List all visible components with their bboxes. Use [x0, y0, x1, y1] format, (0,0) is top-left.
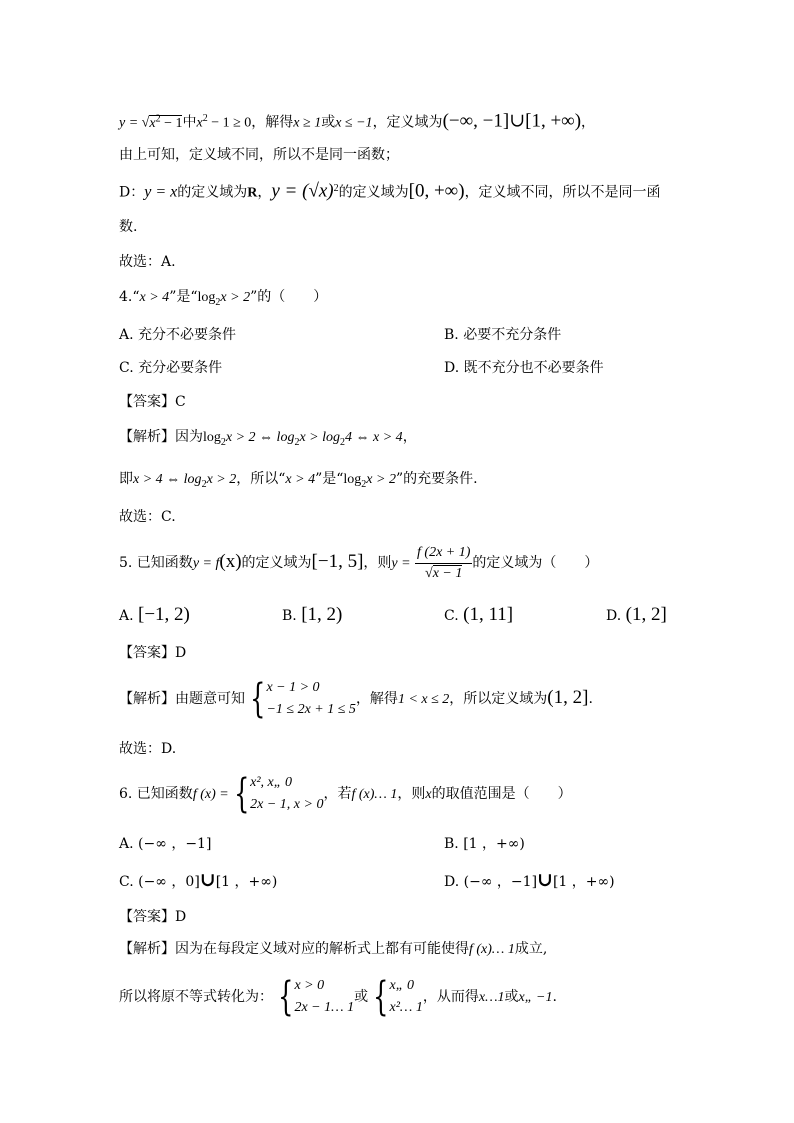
text-zhong: 中 — [182, 114, 197, 131]
q5-option-d-label: D. — [606, 608, 622, 624]
math-ineq: − 1 ≥ 0 — [207, 115, 252, 131]
text-is: ”是“ — [169, 289, 198, 305]
text-then: ，则 — [363, 555, 392, 571]
text-domain-is: ，定义域为 — [372, 114, 443, 131]
sqrt-tail: − 1 — [160, 115, 183, 131]
text-solve: ，解得 — [251, 114, 294, 131]
text-domain-is-2: 的定义域为 — [338, 184, 409, 201]
math-interval-0-inf: [0, +∞) — [408, 180, 465, 202]
text-domain-is: 的定义域为 — [177, 184, 248, 201]
q5-option-b — [282, 606, 342, 625]
math-y-eq-f: y = f — [192, 556, 220, 571]
math-x-gt-4: x > 4 — [285, 472, 316, 487]
text-or: 或 — [321, 114, 336, 131]
math-f-of-x: f (x) = — [192, 787, 229, 802]
piece-2: 2x − 1, x > 0 — [250, 797, 324, 812]
text-period: . — [588, 691, 593, 707]
left-brace: { — [278, 974, 294, 1020]
question-4-stem: 4.“x > 4”是“$\log_2x > 2$”的（ ） — [119, 289, 328, 308]
system-1-row-1: x > 0 — [294, 978, 325, 993]
text-solve: ，解得 — [355, 691, 398, 707]
fraction-numerator: f (2x + 1) — [415, 543, 472, 564]
q6-option-c-part1: C. (−∞ ，0] — [119, 874, 200, 890]
q5-choose: 故选：D. — [119, 741, 177, 757]
text-domain-of: 的定义域为（ ） — [472, 555, 599, 571]
left-brace: { — [373, 974, 389, 1020]
math-y: y = — [119, 115, 142, 131]
text-transform: 所以将原不等式转化为： — [119, 989, 273, 1005]
fraction — [415, 543, 472, 584]
math-range: 1 < x ≤ 2 — [397, 692, 450, 707]
q6-option-d-part2: [1 ，+∞) — [552, 874, 615, 890]
q6-option-c-part2: [1 ，+∞) — [215, 874, 278, 890]
text-or: 或 — [354, 989, 369, 1005]
solution-conclusion-c: 由上可知，定义域不同，所以不是同一函数； — [119, 147, 399, 163]
text-period: . — [552, 989, 557, 1005]
text-ie: 即 — [119, 471, 133, 487]
q6-option-d — [444, 871, 615, 891]
math-interval-2: [1, +∞) — [525, 110, 582, 132]
piecewise-function — [250, 772, 323, 816]
text-domain-is: 的定义域为 — [241, 555, 312, 571]
system-of-inequalities — [266, 677, 355, 721]
q6-explanation — [119, 940, 547, 959]
q6-option-b: B. [1 ，+∞) — [444, 836, 525, 852]
q4-option-a: A. 充分不必要条件 — [119, 327, 237, 343]
math-x-gt-2: x > 2 — [366, 472, 396, 487]
q6-option-d-part1: D. (−∞ ，−1] — [444, 874, 538, 890]
math-union: ∪ — [537, 869, 553, 891]
text-so: ，所以“ — [236, 471, 286, 487]
system-row-2: −1 ≤ 2x + 1 ≤ 5 — [266, 702, 356, 717]
system-1-row-2: 2x − 1… 1 — [294, 1000, 355, 1015]
system-2-row-1: x„ 0 — [389, 978, 415, 993]
math-x-ge-1: x ≥ 1 — [293, 115, 322, 131]
math-x: x — [196, 115, 203, 131]
text-from-problem: 【解析】由题意可知 — [119, 691, 245, 707]
math-x-gt-2: x > 2 — [220, 290, 251, 305]
q5-explanation — [119, 676, 593, 722]
math-interval-neg1-5: [−1, 5] — [311, 551, 364, 572]
q5-answer: 【答案】D — [119, 645, 187, 661]
math-union: ∪ — [509, 110, 526, 132]
q5-option-a-value: [−1, 2) — [138, 604, 190, 625]
q5-option-a — [119, 606, 190, 625]
math-paren-x: (x) — [219, 551, 242, 572]
math-x-le-neg1: x„ −1 — [518, 990, 553, 1005]
q5-option-b-label: B. — [282, 608, 297, 624]
q6-number: 6. 已知函数 — [119, 786, 193, 802]
q4-option-c: C. 充分必要条件 — [119, 360, 223, 376]
text-range-is: 的取值范围是（ ） — [431, 786, 572, 802]
q4-option-b: B. 必要不充分条件 — [444, 327, 562, 343]
q6-explanation-2 — [119, 974, 557, 1021]
math-union: ∪ — [199, 869, 216, 891]
math-x: x — [425, 787, 432, 802]
text-because: 【解析】因为在每段定义域对应的解析式上都有可能使得 — [119, 941, 469, 957]
q5-option-a-label: A. — [119, 608, 134, 624]
solution-line-d: D：y = x的定义域为R，$y = (√x)^2$的定义域为[0, +∞)，定义域不同，所以不是同一函 — [119, 180, 661, 202]
text-then: ，则 — [397, 786, 426, 802]
q6-answer: 【答案】D — [119, 909, 187, 925]
text-thus: ，从而得 — [422, 989, 479, 1005]
text-comma: ， — [581, 114, 596, 131]
math-x-gt-4: x > 4 — [139, 290, 170, 305]
system-row-1: x − 1 > 0 — [266, 680, 320, 695]
math-x-ge-1: x…1 — [478, 990, 505, 1005]
sqrt-expression: $√x^2 - 1$ — [141, 113, 183, 131]
text-or: 或 — [504, 989, 519, 1005]
text-necessary-sufficient: ”的充要条件. — [395, 471, 478, 487]
system-2-row-2: x²… 1 — [389, 1000, 423, 1015]
math-y-sqrtx-sq: y = (√x) — [271, 180, 334, 202]
q4-number: 4.“ — [119, 289, 140, 305]
q5-option-d — [606, 606, 667, 625]
math-log: log — [203, 430, 221, 445]
text-continuation: 数. — [119, 219, 138, 235]
math-interval-1-2: (1, 2] — [547, 687, 589, 708]
q4-option-d: D. 既不充分也不必要条件 — [444, 360, 604, 376]
system-1 — [294, 975, 354, 1019]
math-f-ge-1: f (x)… 1 — [351, 787, 398, 802]
math-equiv-2: x > log — [299, 430, 341, 445]
system-2 — [390, 975, 423, 1019]
fraction-den-body: x − 1 — [432, 565, 463, 581]
piece-1: x², x„ 0 — [250, 775, 293, 790]
text-if: ，若 — [323, 786, 352, 802]
math-f-ge-1: f (x)… 1 — [469, 942, 515, 957]
text-because: 【解析】因为 — [119, 429, 203, 445]
text-comma: ， — [257, 184, 272, 201]
math-R: R — [247, 185, 258, 201]
choose-answer-3: 故选：A. — [119, 254, 176, 270]
math-equiv-4: x > 4 ⇔ log — [133, 472, 202, 487]
q5-option-c — [444, 606, 513, 625]
math-y-eq: y = — [391, 556, 411, 571]
text-of: ”的（ ） — [250, 289, 328, 305]
question-5-stem — [119, 540, 598, 586]
text-holds: 成立, — [514, 941, 548, 957]
text-conclusion-d: ，定义域不同，所以不是同一函 — [464, 184, 661, 201]
math-interval-1: (−∞, −1] — [442, 110, 510, 132]
math-x-le-neg1: x ≤ −1 — [335, 115, 373, 131]
q4-explanation: 【解析】因为$\log_2x > 2$ ⇔ $\log_2x > \log_24$ ⇔ x > 4， — [119, 429, 417, 448]
text-is: ”是“ — [315, 471, 344, 487]
q6-option-a: A. (−∞ ，−1] — [119, 836, 212, 852]
left-brace: { — [250, 676, 266, 722]
math-equiv-3: 4 ⇔ x > 4 — [345, 430, 403, 445]
text-domain-is: ，所以定义域为 — [449, 691, 548, 707]
question-6-stem — [119, 772, 572, 817]
option-d-label: D： — [119, 184, 145, 201]
q4-choose: 故选：C. — [119, 509, 176, 525]
q4-answer: 【答案】C — [119, 394, 186, 410]
math-x-gt-2: x > 2 — [206, 472, 237, 487]
math-log: log — [197, 290, 216, 305]
solution-line-domain-c: $y = √x^2 - 1$中$x^2 - 1 \ge 0$，解得x ≥ 1或x ≤ −1，定义域为(−∞, −1]∪[1, +∞)， — [119, 110, 596, 132]
fraction-denominator: √x − 1 — [425, 565, 463, 581]
math-y-eq-x: y = x — [144, 183, 178, 201]
q5-option-b-value: [1, 2) — [301, 604, 343, 625]
q5-option-d-value: (1, 2] — [625, 604, 667, 625]
q4-explanation-2: 即x > 4 ⇔ $\log_2x > 2$，所以“x > 4”是“$\log_2x > 2$”的充要条件. — [119, 471, 478, 490]
math-equiv-1: x > 2 ⇔ log — [225, 430, 295, 445]
math-log: log — [343, 472, 362, 487]
left-brace: { — [233, 771, 250, 817]
sqrt-body: x — [149, 115, 156, 131]
text-comma: ， — [402, 429, 417, 445]
q5-option-c-value: (1, 11] — [463, 604, 514, 625]
q5-number: 5. 已知函数 — [119, 555, 193, 571]
q5-option-c-label: C. — [444, 608, 459, 624]
q6-option-c — [119, 871, 277, 891]
